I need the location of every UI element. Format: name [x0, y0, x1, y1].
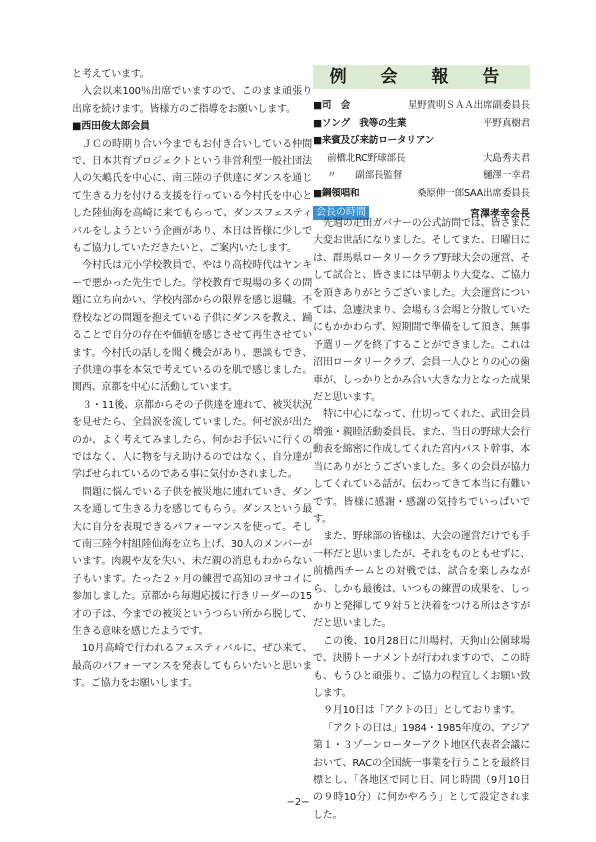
paragraph: 特に中心になって、仕切ってくれた、武田会員増強・親睦活動委員長、また、当日の野球大会行動表を綿密に作成してくれた宮内パスト幹事、本当にありがとうございました。多くの会員が協力してくれている話が、伝わってきて本当に有難いです。皆様に感謝・感謝の気持ちでいっぱいです。 — [313, 409, 530, 525]
meeting-report-list — [313, 97, 530, 221]
paragraph: ３・11後、京都からその子供達を連れて、被災状況を見せたら、全員涙を流していました。何ゼ涙が出たのか、よく考えてみましたら、何かお手伝いに行くのではなく、人に物を与え助けるのではなく、自分達が学ばせられているのである事に気付かされました。 — [72, 399, 312, 481]
report-row-key: 前橋北RC野球部長 — [327, 152, 406, 164]
president-time-label: 会長の時間 — [313, 206, 369, 220]
report-row-value: 桑原伸一郎SAA出席委員長 — [417, 187, 530, 199]
paragraph: 問題に悩んでいる子供を被災地に連れていき、ダンスを通して生きる力を感じてもらう。ダンスという最大に自分を表現できるパフォーマンスを使って。そして南三陸今村組陸仙海を立ち上げ、30人のメンバーがいます。肉親や友を失い、未だ親の消息もわからない子もいます。たった２ヶ月の練習で高知のヨサコイに参加しました。京都から毎週応援に行きリーダーの15才の子は、今までの被災というつらい所から脱して、生きる意味を感じたようです。 — [72, 486, 312, 637]
section-heading: ■西田俊太郎会員 — [72, 121, 150, 133]
report-row-guest-1 — [313, 150, 530, 168]
report-row-key: ■ソング 我等の生業 — [313, 117, 407, 129]
paragraph: と考えています。 — [72, 69, 150, 80]
page-number: −2− — [286, 797, 310, 808]
report-row-value: 星野貴明ＳＡＡ出席副委員長 — [407, 100, 530, 111]
report-row-key: ■司 会 — [313, 100, 351, 111]
report-row-key: ■来賓及び来訪ロータリアン — [313, 135, 435, 146]
report-row-value: 樋澤一幸君 — [483, 170, 530, 181]
report-banner: 例 会 報 告 — [313, 65, 530, 89]
paragraph: 今村氏は元小学校教員で、やはり高校時代はヤンキーで悪かった先生でした。学校教育で現場の多くの問題に立ち向かい、学校内部からの限界を感じ退職。不登校などの問題を抱えている子供にダンスを教え、踊ることで自分の存在や価値を感じさせて再生させています。今村氏の話しを聞く機会があり、悪談もでき、子供達の事を本気で考えているのを肌で感じました。関西、京都を中心に活動しています。 — [72, 260, 312, 394]
paragraph: ＪＣの時期り合い今までもお付き合いしている仲間で、日本共育プロジェクトという非営利型一般社団法人の矢嶋氏を中心に、南三陸の子供達にダンスを通じて生きる力を付ける支援を行っている今村氏を中心とした陸仙海を高崎に来てもらって、ダンスフェスティバルをしようという企画があり、本日は皆様に少しでもご協力していただきたいと、ご案内いたします。 — [72, 138, 312, 255]
paragraph: ９月10日は「アクトの日」としております。 — [323, 705, 521, 717]
paragraph: 入会以来100％出席でいますので、このまま頑張り出席を続けます。皆様方のご指導をお願いします。 — [72, 86, 312, 115]
report-row-recital — [313, 185, 530, 203]
paragraph: 先週の疋田ガバナーの公式訪問では、皆さまに大変お世話になりました。そしてまた、日曜日には、群馬県ロータリークラブ野球大会の運営、そして試合と、皆さまには早朝より大変な、ご協力を頂きありがとうございました。大会運営については、急遽決まり、会場も３会場と分散していたにもかかわらず、短期間で準備をして頂き、無事予選リーグを終了することができました。これは沼田ロータリークラブ、会員一人ひとりの心の歯車が、しっかりとかみ合い大きな力となった成果だと思います。 — [313, 218, 530, 404]
right-column — [313, 215, 530, 824]
president-name: 宮澤孝幸会長 — [470, 209, 530, 220]
report-row-key: 〃 副部長監督 — [327, 170, 403, 181]
paragraph: この後、10月28日に川場村、天狗山公園球場で、決勝トーナメントが行われますので、この時も、もうひと頑張り、ご協力の程宜しくお願い致します。 — [313, 635, 530, 699]
report-row-key: ■鋼領唱和 — [313, 187, 360, 199]
report-row-guest-2 — [313, 167, 530, 185]
report-row-value: 大島秀夫君 — [483, 152, 530, 164]
report-row-mc — [313, 97, 530, 115]
paragraph: また、野球部の皆様は、大会の運営だけでも手一杯だと思いましたが、それをものともせずに、前橋西チームとの対戦では、試合を楽しみながら、しかも最後は、いつもの練習の成果を、しっかりと発揮して９対５と決着をつける所はさすがだと思いました。 — [313, 531, 530, 630]
paragraph: 10月高崎で行われるフェスティバルに、ぜひ来て、最高のパフォーマンスを発表してもらいたいと思います。ご協力をお願いします。 — [72, 643, 312, 690]
report-row-guests — [313, 132, 530, 150]
report-row-song — [313, 115, 530, 133]
report-row-value: 平野真樹君 — [483, 117, 530, 129]
left-column — [72, 66, 312, 693]
paragraph: 「アクトの日は」1984・1985年度の、アジア第１・３ゾーンローターアクト地区代表者会議において、RACの全国統一事業を行うことを最終目標とし、「各地区で同じ日、同じ時間（9月10日の９時10分）に何かやろう」として設定されました。 — [313, 722, 530, 821]
